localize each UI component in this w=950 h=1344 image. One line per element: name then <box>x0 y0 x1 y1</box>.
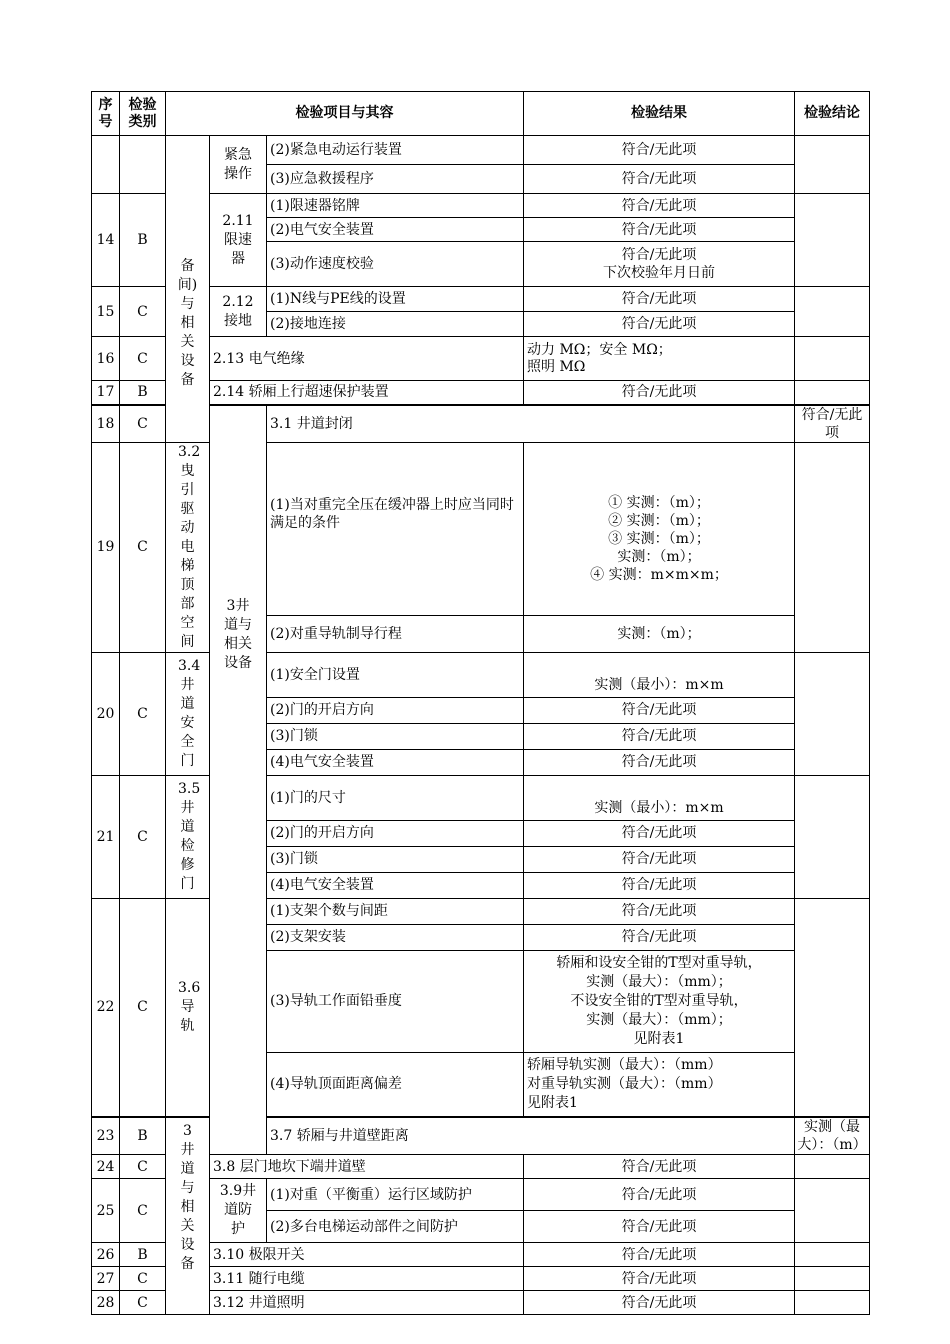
seq-cell: 14 <box>92 194 120 287</box>
item-cell: (2)门的开启方向 <box>267 820 524 846</box>
sub-item-guide-rail: 3.6导轨 <box>166 898 210 1117</box>
item-cell: (4)导轨顶面距离偏差 <box>267 1052 524 1117</box>
item-cell: (2)多台电梯运动部件之间防护 <box>267 1211 524 1243</box>
item-cell: (4)电气安全装置 <box>267 749 524 775</box>
item-cell: 3.7 轿厢与井道壁距离 <box>267 1117 795 1155</box>
header-item: 检验项目与其容 <box>166 92 524 136</box>
table-row <box>92 652 870 697</box>
item-cell: (2)支架安装 <box>267 924 524 950</box>
result-cell: 实测：（m）； <box>524 616 795 652</box>
result-cell: 符合/无此项 <box>524 872 795 898</box>
table-row <box>92 898 870 924</box>
item-cell: (2)电气安全装置 <box>267 218 524 242</box>
item-cell: (2)紧急电动运行装置 <box>267 136 524 165</box>
item-cell: 2.14 轿厢上行超速保护装置 <box>210 381 524 405</box>
sub-item-emergency: 紧急操作 <box>210 136 267 194</box>
category-cell: C <box>120 1267 166 1291</box>
result-cell: 符合/无此项 <box>524 1211 795 1243</box>
table-row <box>92 775 870 820</box>
category-cell: B <box>120 381 166 405</box>
result-cell: 符合/无此项 <box>524 898 795 924</box>
table-row <box>92 442 870 616</box>
seq-cell: 26 <box>92 1243 120 1267</box>
item-cell: (3)应急救援程序 <box>267 165 524 194</box>
category-cell: B <box>120 194 166 287</box>
item-cell: (2)门的开启方向 <box>267 697 524 723</box>
item-cell: 3.10 极限开关 <box>210 1243 524 1267</box>
conclusion-cell[interactable] <box>795 1267 870 1291</box>
seq-cell: 21 <box>92 775 120 898</box>
section3a-group-label: 3井道与相关设备 <box>210 405 267 1155</box>
seq-cell: 19 <box>92 442 120 652</box>
item-cell: (1)N线与PE线的设置 <box>267 287 524 312</box>
seq-cell: 22 <box>92 898 120 1117</box>
item-cell: (2)接地连接 <box>267 312 524 337</box>
category-cell <box>120 136 166 194</box>
item-cell: 2.13 电气绝缘 <box>210 337 524 381</box>
section3b-group-label: 3井道与相关设备 <box>166 1117 210 1315</box>
category-cell: C <box>120 775 166 898</box>
result-cell: 轿厢和设安全钳的T型对重导轨， 实测（最大）：（mm）； 不设安全钳的T型对重导轨， 实测（最大）：（mm）； 见附表1 <box>524 950 795 1052</box>
sub-item-grounding: 2.12接地 <box>210 287 267 337</box>
item-cell: (3)门锁 <box>267 723 524 749</box>
item-cell: (1)安全门设置 <box>267 652 524 697</box>
result-cell: 符合/无此项 <box>524 1155 795 1179</box>
header-category: 检验类别 <box>120 92 166 136</box>
conclusion-cell[interactable] <box>795 1291 870 1315</box>
header-conclusion: 检验结论 <box>795 92 870 136</box>
result-cell: 符合/无此项 <box>524 1243 795 1267</box>
item-cell: (1)门的尺寸 <box>267 775 524 820</box>
result-cell: 符合/无此项 <box>524 820 795 846</box>
seq-cell: 24 <box>92 1155 120 1179</box>
seq-cell: 18 <box>92 405 120 443</box>
seq-cell: 15 <box>92 287 120 337</box>
result-cell: 实测（最小）：m×m <box>524 775 795 820</box>
seq-cell: 16 <box>92 337 120 381</box>
result-cell: 符合/无此项 <box>795 405 870 443</box>
conclusion-cell[interactable] <box>795 775 870 898</box>
category-cell: C <box>120 898 166 1117</box>
inspection-table <box>91 91 870 1315</box>
item-cell: (3)导轨工作面铅垂度 <box>267 950 524 1052</box>
item-cell: (1)限速器铭牌 <box>267 194 524 218</box>
result-cell: 符合/无此项 <box>524 381 795 405</box>
item-cell: (3)动作速度校验 <box>267 242 524 287</box>
category-cell: C <box>120 1155 166 1179</box>
result-cell: 实测（最小）：m×m <box>524 652 795 697</box>
table-row <box>92 136 870 165</box>
seq-cell: 20 <box>92 652 120 775</box>
category-cell: C <box>120 1291 166 1315</box>
result-cell: 符合/无此项 <box>524 312 795 337</box>
category-cell: B <box>120 1243 166 1267</box>
item-cell: (3)门锁 <box>267 846 524 872</box>
conclusion-cell[interactable] <box>795 194 870 287</box>
header-result: 检验结果 <box>524 92 795 136</box>
result-cell: 符合/无此项 <box>524 218 795 242</box>
conclusion-cell[interactable] <box>795 1179 870 1243</box>
item-cell: 3.8 层门地坎下端井道壁 <box>210 1155 524 1179</box>
category-cell: C <box>120 337 166 381</box>
conclusion-cell[interactable] <box>795 136 870 194</box>
sub-item-shaft-guard: 3.9井道防护 <box>210 1179 267 1243</box>
category-cell: B <box>120 1117 166 1155</box>
header-row <box>92 92 870 136</box>
conclusion-cell[interactable] <box>795 287 870 337</box>
result-cell: 符合/无此项 <box>524 924 795 950</box>
section2-group-label: 备间)与相关设备 <box>166 136 210 443</box>
sub-item-top-space: 3.2曳引驱动电梯顶部空间 <box>166 442 210 652</box>
item-cell: 3.12 井道照明 <box>210 1291 524 1315</box>
result-cell: 实测（最大）：（m） <box>795 1117 870 1155</box>
seq-cell: 27 <box>92 1267 120 1291</box>
category-cell: C <box>120 442 166 652</box>
seq-cell: 17 <box>92 381 120 405</box>
conclusion-cell[interactable] <box>795 1155 870 1179</box>
result-cell: 符合/无此项 <box>524 749 795 775</box>
category-cell: C <box>120 652 166 775</box>
result-cell: 符合/无此项 <box>524 723 795 749</box>
item-cell: (1)对重（平衡重）运行区域防护 <box>267 1179 524 1211</box>
category-cell: C <box>120 405 166 443</box>
item-cell: (2)对重导轨制导行程 <box>267 616 524 652</box>
sub-item-safety-door: 3.4井道安全门 <box>166 652 210 775</box>
result-cell: 符合/无此项 <box>524 1291 795 1315</box>
conclusion-cell[interactable] <box>795 381 870 405</box>
inspection-table-sheet <box>91 91 869 1315</box>
table-row <box>92 1117 870 1155</box>
seq-cell: 25 <box>92 1179 120 1243</box>
conclusion-cell[interactable] <box>795 652 870 775</box>
conclusion-cell[interactable] <box>795 898 870 1117</box>
result-cell: ① 实测：（m）； ② 实测：（m）； ③ 实测：（m）； 实测：（m）； ④ 实测：m×m×m； <box>524 442 795 616</box>
result-cell: 符合/无此项 <box>524 1267 795 1291</box>
item-cell: 3.11 随行电缆 <box>210 1267 524 1291</box>
seq-cell: 28 <box>92 1291 120 1315</box>
result-cell: 符合/无此项 <box>524 1179 795 1211</box>
category-cell: C <box>120 287 166 337</box>
conclusion-cell[interactable] <box>795 442 870 652</box>
result-cell: 符合/无此项 <box>524 194 795 218</box>
result-cell: 符合/无此项 <box>524 846 795 872</box>
category-cell: C <box>120 1179 166 1243</box>
item-cell: (1)支架个数与间距 <box>267 898 524 924</box>
conclusion-cell[interactable] <box>795 337 870 381</box>
result-cell: 符合/无此项 <box>524 165 795 194</box>
result-cell: 动力 MΩ；安全 MΩ； 照明 MΩ <box>524 337 795 381</box>
seq-cell: 23 <box>92 1117 120 1155</box>
sub-item-inspection-door: 3.5井道检修门 <box>166 775 210 898</box>
conclusion-cell[interactable] <box>795 1243 870 1267</box>
item-cell: 3.1 井道封闭 <box>267 405 795 443</box>
result-cell: 符合/无此项 下次校验年月日前 <box>524 242 795 287</box>
result-cell: 符合/无此项 <box>524 136 795 165</box>
result-cell: 符合/无此项 <box>524 697 795 723</box>
result-cell: 符合/无此项 <box>524 287 795 312</box>
sub-item-governor: 2.11限速器 <box>210 194 267 287</box>
seq-cell <box>92 136 120 194</box>
item-cell: (1)当对重完全压在缓冲器上时应当同时满足的条件 <box>267 442 524 616</box>
result-cell: 轿厢导轨实测（最大）：（mm） 对重导轨实测（最大）：（mm） 见附表1 <box>524 1052 795 1117</box>
header-seq: 序号 <box>92 92 120 136</box>
item-cell: (4)电气安全装置 <box>267 872 524 898</box>
